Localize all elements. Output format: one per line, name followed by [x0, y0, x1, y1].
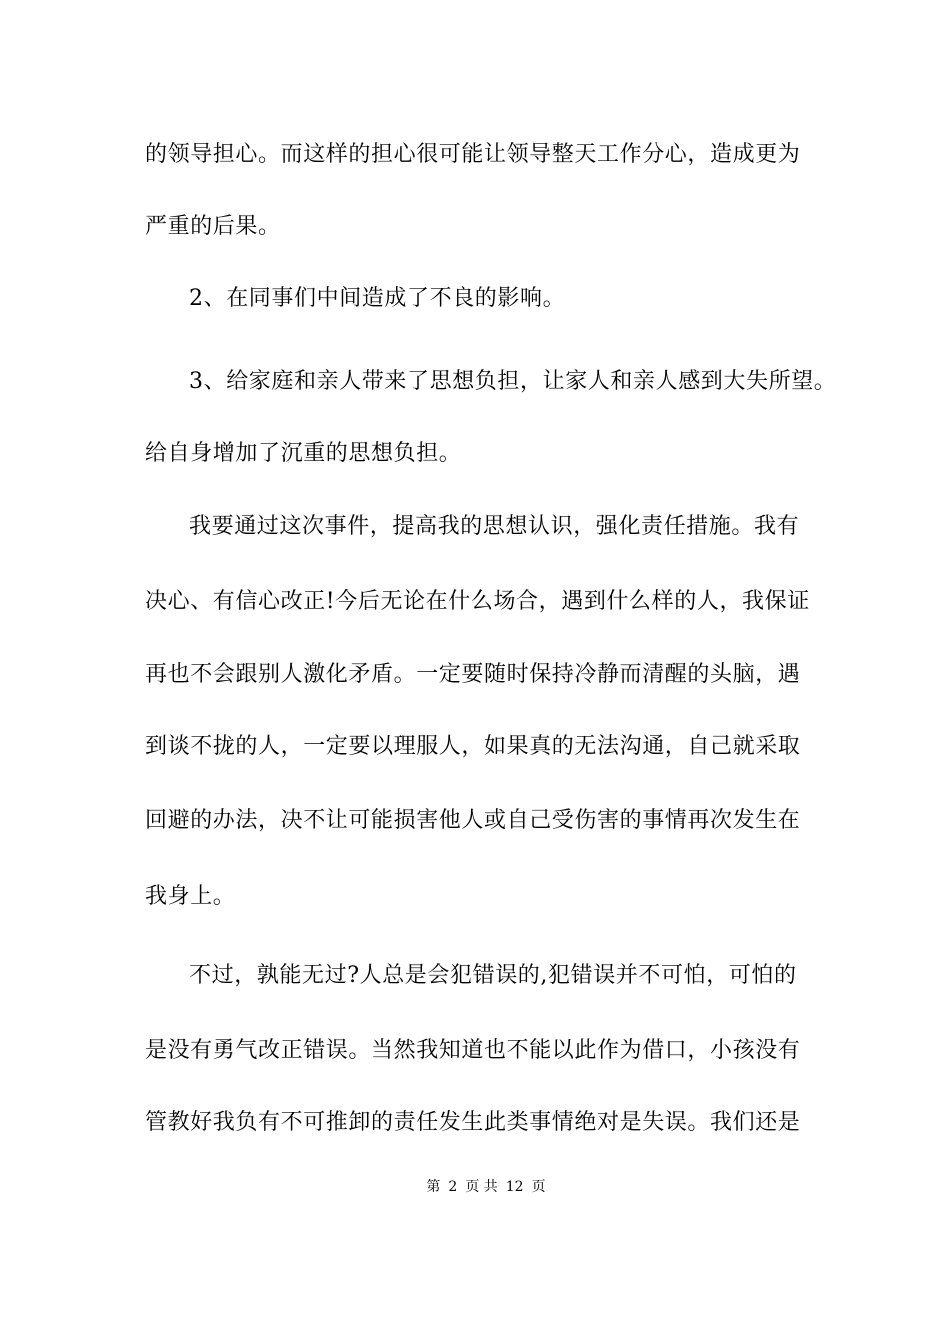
text-line-14: 管教好我负有不可推卸的责任发生此类事情绝对是失误。我们还是	[145, 1110, 801, 1135]
text-line-10: 回避的办法，决不让可能损害他人或自己受伤害的事情再次发生在	[145, 808, 801, 833]
text-line-11: 我身上。	[145, 884, 236, 909]
text-line-3: 2、在同事们中间造成了不良的影响。	[189, 286, 566, 311]
footer-prefix: 第	[426, 1179, 441, 1195]
footer-page-number: 2	[448, 1179, 458, 1195]
footer-middle: 页 共	[465, 1179, 498, 1195]
text-line-6: 我要通过这次事件，提高我的思想认识，强化责任措施。我有	[189, 514, 800, 539]
text-line-8: 再也不会跟别人激化矛盾。一定要随时保持冷静而清醒的头脑，遇	[145, 662, 801, 687]
text-line-13: 是没有勇气改正错误。当然我知道也不能以此作为借口，小孩没有	[145, 1038, 801, 1063]
text-line-1: 的领导担心。而这样的担心很可能让领导整天工作分心，造成更为	[145, 142, 801, 167]
text-line-7: 决心、有信心改正!今后无论在什么场合，遇到什么样的人，我保证	[145, 589, 810, 614]
page-footer	[0, 1177, 950, 1197]
text-line-12: 不过，孰能无过?人总是会犯错误的,犯错误并不可怕，可怕的	[189, 963, 797, 988]
text-line-4: 3、给家庭和亲人带来了思想负担，让家人和亲人感到大失所望。	[189, 369, 837, 394]
footer-total-pages: 12	[505, 1179, 524, 1195]
text-line-9: 到谈不拢的人，一定要以理服人，如果真的无法沟通，自己就采取	[145, 734, 801, 759]
text-line-5: 给自身增加了沉重的思想负担。	[145, 441, 462, 466]
footer-suffix: 页	[531, 1179, 546, 1195]
text-line-2: 严重的后果。	[145, 214, 281, 239]
